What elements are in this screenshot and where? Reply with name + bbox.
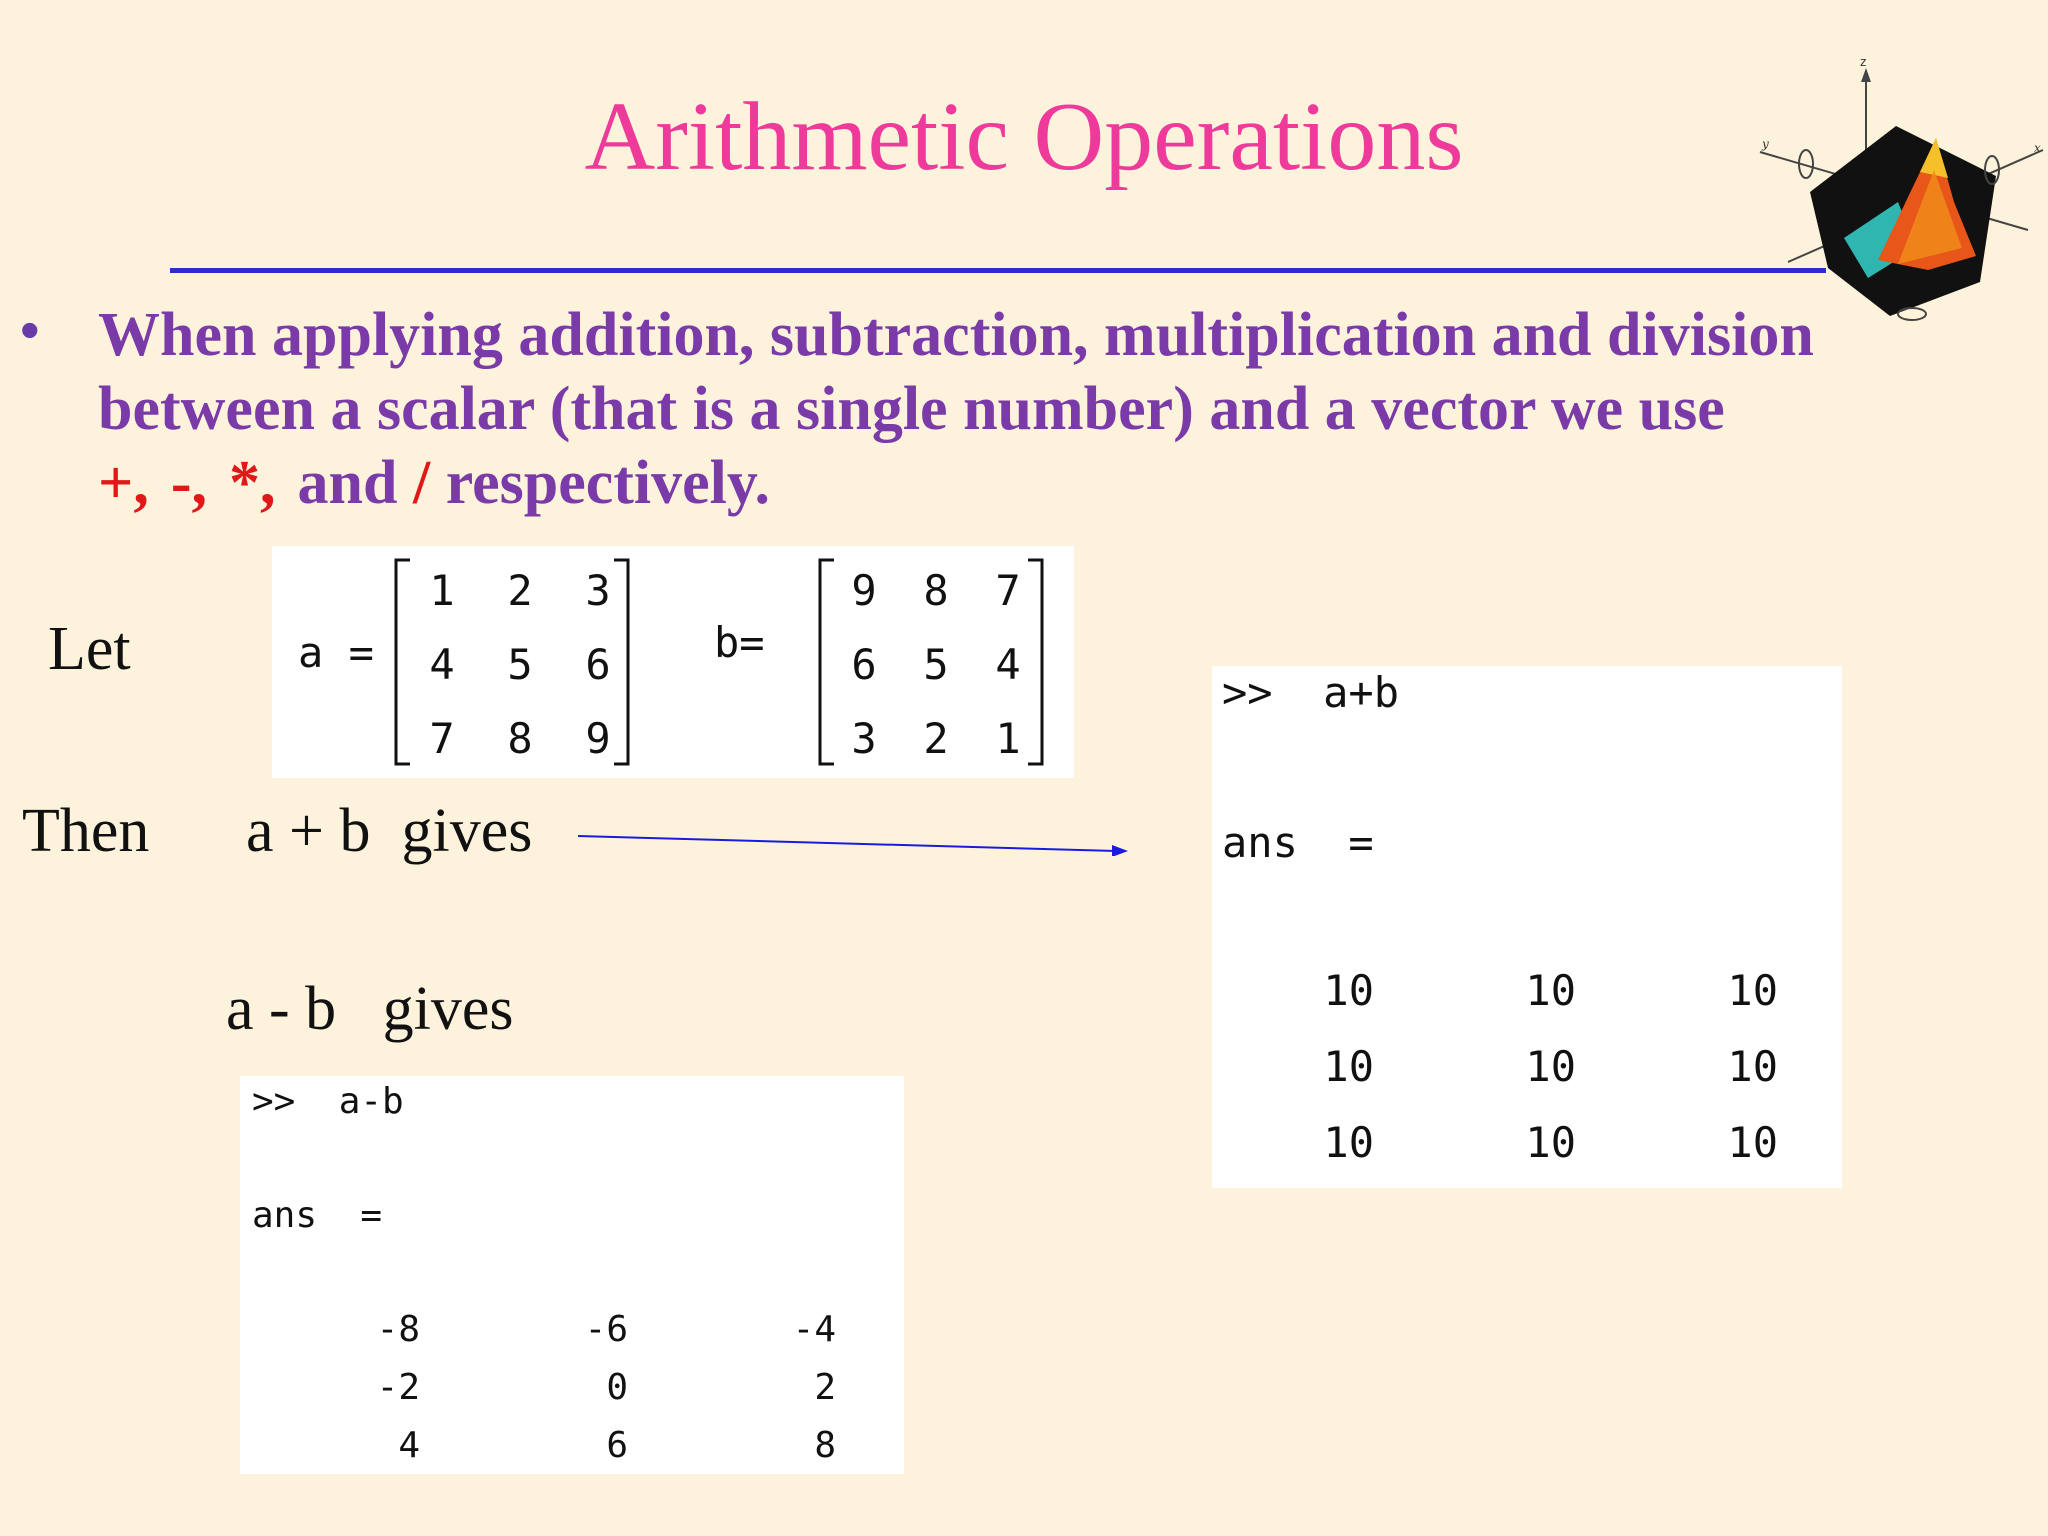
matrix-b-cell: 6 <box>851 640 877 689</box>
op-divide: / <box>412 449 431 517</box>
matrix-b-cell: 2 <box>923 714 949 763</box>
matrix-a-name: a = <box>298 628 374 677</box>
bullet-text: When applying addition, subtraction, multiplication and division between a scalar (that is a single number) and a vector we use <box>98 301 1814 443</box>
diff-result-grid <box>300 1309 836 1486</box>
op-plus: +, <box>98 449 149 517</box>
sum-cell: 10 <box>1525 966 1576 1015</box>
sum-cell: 10 <box>1727 1042 1778 1091</box>
diff-cell: -2 <box>376 1367 420 1408</box>
svg-text:x: x <box>2034 141 2041 155</box>
then-label: Then <box>22 797 150 865</box>
slide-title: Arithmetic Operations <box>584 83 1464 191</box>
and-word: and <box>297 449 398 517</box>
matrix-a-cell: 2 <box>507 566 533 615</box>
matrix-a-cell: 5 <box>507 640 533 689</box>
bullet-paragraph <box>98 298 2018 520</box>
svg-text:z: z <box>1860 55 1867 69</box>
matrix-a-cell: 4 <box>429 640 455 689</box>
diff-cell: 6 <box>606 1425 628 1466</box>
matrix-b-cell: 7 <box>995 566 1021 615</box>
matrix-a-cell: 8 <box>507 714 533 763</box>
sum-output-panel <box>1212 666 1842 1188</box>
sum-cell: 10 <box>1323 966 1374 1015</box>
bullet-dot: • <box>20 298 40 361</box>
diff-cell: -4 <box>792 1309 836 1350</box>
diff-cell: -8 <box>376 1309 420 1350</box>
matrix-b-name: b= <box>714 618 765 667</box>
op-times: *, <box>229 449 276 517</box>
a-minus-b-label: a - b gives <box>226 975 514 1043</box>
matrix-b-cell: 8 <box>923 566 949 615</box>
bullet-tail: respectively. <box>445 449 770 517</box>
diff-cell: -6 <box>584 1309 628 1350</box>
sum-ans-label: ans = <box>1222 818 1374 867</box>
sum-prompt: >> a+b <box>1222 668 1400 717</box>
sum-cell: 10 <box>1727 1118 1778 1167</box>
matrix-b-grid <box>834 566 1038 763</box>
svg-text:y: y <box>1762 137 1769 151</box>
matrix-b-cell: 1 <box>995 714 1021 763</box>
matlab-logo-icon <box>1748 52 2048 332</box>
matrix-b-cell: 4 <box>995 640 1021 689</box>
matrix-a-grid <box>412 566 628 763</box>
matrix-b-cell: 5 <box>923 640 949 689</box>
difference-output-panel <box>240 1076 904 1474</box>
sum-cell: 10 <box>1323 1042 1374 1091</box>
matrix-b-cell: 9 <box>851 566 877 615</box>
sum-cell: 10 <box>1525 1042 1576 1091</box>
matrix-b-cell: 3 <box>851 714 877 763</box>
diff-cell: 2 <box>814 1367 836 1408</box>
title-rule <box>170 268 1826 273</box>
matrix-a-cell: 1 <box>429 566 455 615</box>
matrix-definitions <box>272 546 1074 778</box>
arrow-icon <box>576 826 1132 856</box>
matrix-a-cell: 6 <box>585 640 611 689</box>
diff-cell: 0 <box>606 1367 628 1408</box>
let-label: Let <box>48 615 131 683</box>
diff-cell: 8 <box>814 1425 836 1466</box>
matrix-a-cell: 3 <box>585 566 611 615</box>
op-minus: -, <box>170 449 207 517</box>
diff-cell: 4 <box>398 1425 420 1466</box>
sum-cell: 10 <box>1727 966 1778 1015</box>
a-plus-b-label: a + b gives <box>246 797 533 865</box>
matrix-a-cell: 7 <box>429 714 455 763</box>
sum-cell: 10 <box>1525 1118 1576 1167</box>
sum-result-grid <box>1254 966 1778 1198</box>
matrix-a-cell: 9 <box>585 714 611 763</box>
diff-prompt: >> a-b <box>252 1081 404 1122</box>
diff-ans-label: ans = <box>252 1195 383 1236</box>
sum-cell: 10 <box>1323 1118 1374 1167</box>
